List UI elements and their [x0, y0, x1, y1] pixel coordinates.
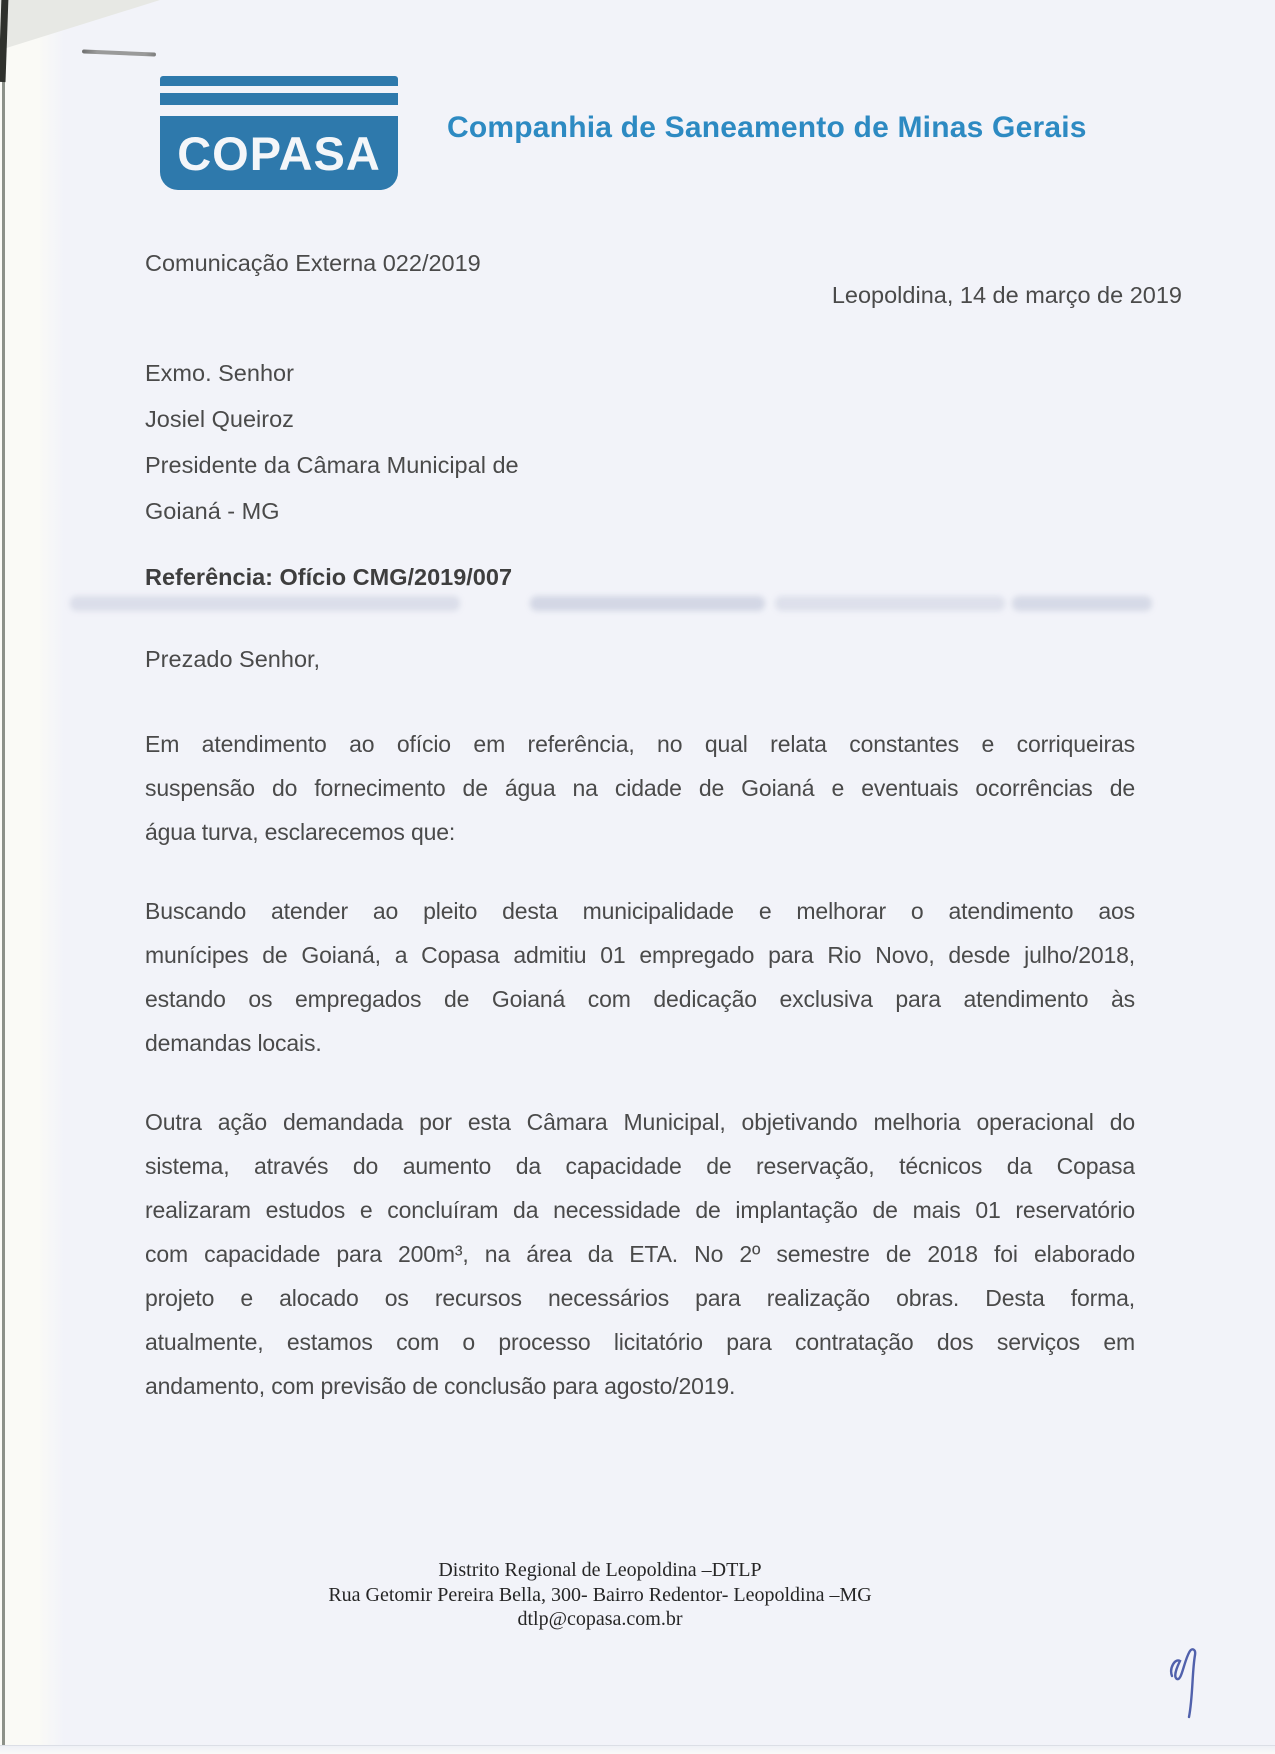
logo-stripe-middle: [160, 93, 398, 105]
logo-body: [160, 116, 398, 190]
recipient-block: [145, 350, 519, 534]
footer-address-block: [145, 1558, 1055, 1632]
company-name: Companhia de Saneamento de Minas Gerais: [447, 111, 1087, 144]
text-line: estando os empregados de Goianá com dedicação exclusiva para atendimento às: [145, 986, 1135, 1012]
bleedthrough-smudge: [1012, 596, 1152, 611]
bleedthrough-smudge: [70, 596, 460, 611]
logo-stripe-top: [160, 76, 398, 86]
text-line: sistema, através do aumento da capacidade de reservação, técnicos da Copasa: [145, 1153, 1135, 1179]
bleedthrough-smudge: [530, 596, 765, 611]
body-paragraph-1: [145, 722, 1135, 854]
text-line: Rua Getomir Pereira Bella, 300- Bairro Redentor- Leopoldina –MG: [328, 1583, 872, 1606]
document-number: Comunicação Externa 022/2019: [145, 250, 481, 276]
salutation: Prezado Senhor,: [145, 646, 321, 672]
text-line: projeto e alocado os recursos necessários para realização obras. Desta forma,: [145, 1285, 1135, 1311]
body-paragraph-2: [145, 889, 1135, 1065]
page-bottom-edge: [0, 1745, 1275, 1754]
text-line: demandas locais.: [145, 1030, 322, 1056]
text-line: munícipes de Goianá, a Copasa admitiu 01 empregado para Rio Novo, desde julho/2018,: [145, 942, 1135, 968]
text-line: água turva, esclarecemos que:: [145, 819, 456, 845]
logo-text: COPASA: [177, 126, 381, 180]
text-line: Outra ação demandada por esta Câmara Municipal, objetivando melhoria operacional do: [145, 1109, 1135, 1135]
page-edge-line: [2, 0, 5, 1754]
body-paragraph-3: [145, 1100, 1135, 1408]
text-line: Josiel Queiroz: [145, 406, 294, 432]
text-line: dtlp@copasa.com.br: [517, 1608, 683, 1630]
text-line: Presidente da Câmara Municipal de: [145, 452, 519, 478]
text-line: Em atendimento ao ofício em referência, no qual relata constantes e corriqueiras: [145, 731, 1135, 757]
handwritten-initial-mark-icon: [1166, 1644, 1200, 1720]
text-line: realizaram estudos e concluíram da necessidade de implantação de mais 01 reservatório: [145, 1197, 1135, 1223]
text-line: Distrito Regional de Leopoldina –DTLP: [438, 1559, 762, 1581]
staple-mark: [82, 49, 156, 56]
text-line: suspensão do fornecimento de água na cidade de Goianá e eventuais ocorrências de: [145, 775, 1135, 801]
copasa-logo: [160, 76, 398, 190]
place-and-date: Leopoldina, 14 de março de 2019: [831, 282, 1182, 308]
scanner-corner-shadow: [0, 0, 160, 50]
text-line: Exmo. Senhor: [145, 360, 294, 386]
text-line: Goianá - MG: [145, 498, 280, 524]
bleedthrough-smudge: [775, 596, 1005, 611]
text-line: andamento, com previsão de conclusão para agosto/2019.: [145, 1373, 736, 1399]
text-line: Buscando atender ao pleito desta municipalidade e melhorar o atendimento aos: [145, 898, 1135, 924]
reference-line: Referência: Ofício CMG/2019/007: [145, 564, 513, 590]
text-line: com capacidade para 200m³, na área da ETA. No 2º semestre de 2018 foi elaborado: [145, 1241, 1135, 1267]
text-line: atualmente, estamos com o processo licitatório para contratação dos serviços em: [145, 1329, 1135, 1355]
